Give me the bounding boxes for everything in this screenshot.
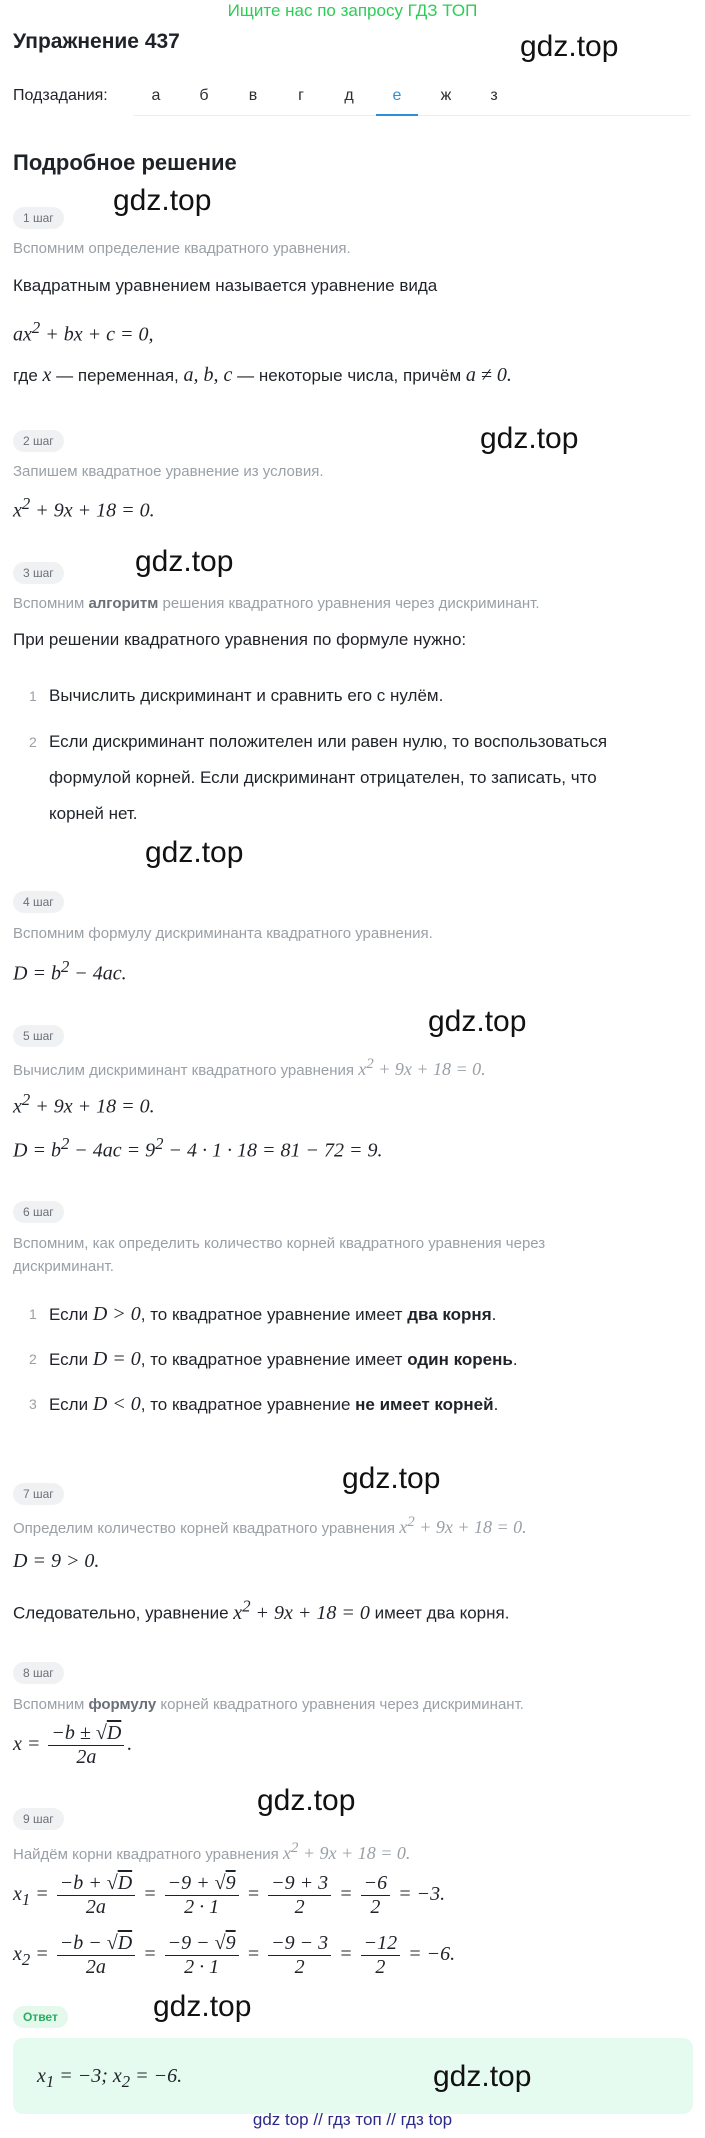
step-badge: 5 шаг — [13, 1025, 64, 1047]
watermark: gdz.top — [135, 545, 234, 578]
tab-b[interactable]: б — [199, 87, 209, 104]
step-hint: Вспомним, как определить количество корней квадратного уравнения через — [13, 1235, 546, 1252]
list-item: Если D < 0, то квадратное уравнение не имеет корней. — [49, 1393, 499, 1415]
list-item: Если дискриминант положителен или равен нулю, то воспользоваться — [49, 732, 608, 751]
watermark: gdz.top — [257, 1784, 356, 1817]
list-number: 1 — [29, 1306, 37, 1322]
promo-banner: Ищите нас по запросу ГДЗ ТОП — [227, 1, 478, 20]
subtasks-label: Подзадания: — [13, 87, 108, 104]
solution-title: Подробное решение — [13, 150, 237, 175]
footer-separator: // — [386, 2110, 396, 2129]
page-title: Упражнение 437 — [13, 30, 180, 53]
step-badge: 2 шаг — [13, 430, 64, 452]
formula-discriminant-calc: $D = b^2 - 4ac = 9^2 - 4 \cdot 1 \cdot 18 = 81 - 72 = 9$. — [13, 1134, 383, 1162]
list-item: Вычислить дискриминант и сравнить его с нулём. — [49, 686, 444, 705]
step-badge: 6 шаг — [13, 1201, 64, 1223]
tab-g[interactable]: г — [298, 87, 304, 104]
step-hint: Определим количество корней квадратного уравнения $x^2 + 9x + 18 = 0$. — [13, 1514, 527, 1537]
step-hint: дискриминант. — [13, 1258, 114, 1275]
list-number: 2 — [29, 1351, 37, 1367]
watermark: gdz.top — [113, 184, 212, 217]
answer-formula: $x_1 = -3$; $x_2 = -6$. — [37, 2065, 183, 2091]
step-text: При решении квадратного уравнения по формуле нужно: — [13, 630, 467, 649]
step-hint: Вспомним формулу корней квадратного уравнения через дискриминант. — [13, 1696, 524, 1713]
formula-equation: $x^2 + 9x + 18 = 0$. — [13, 494, 155, 522]
list-item: Если D > 0, то квадратное уравнение имеет два корня. — [49, 1303, 497, 1325]
step-badge: 4 шаг — [13, 891, 64, 913]
footer-separator: // — [313, 2110, 323, 2129]
list-item: корней нет. — [49, 804, 138, 823]
watermark: gdz.top — [428, 1005, 527, 1038]
formula-roots: x = $\frac{-b \pm √D}{2a}$ . — [13, 1722, 133, 1768]
active-tab-underline — [376, 114, 418, 116]
step-badge: 1 шаг — [13, 207, 64, 229]
tab-zh[interactable]: ж — [440, 87, 452, 104]
watermark: gdz.top — [145, 836, 244, 869]
tab-z[interactable]: з — [490, 87, 498, 104]
watermark: gdz.top — [342, 1462, 441, 1495]
list-item: формулой корней. Если дискриминант отрицателен, то записать, что — [49, 768, 597, 787]
formula-equation: $x^2 + 9x + 18 = 0$. — [13, 1090, 155, 1118]
step-badge: 8 шаг — [13, 1662, 64, 1684]
footer-links — [0, 2110, 705, 2130]
step-hint: Вычислим дискриминант квадратного уравнения $x^2 + 9x + 18 = 0$. — [13, 1056, 486, 1079]
list-number: 2 — [29, 734, 37, 750]
answer-badge: Ответ — [13, 2006, 68, 2028]
step-hint: Вспомним определение квадратного уравнения. — [13, 240, 351, 257]
step-text: где x — переменная, a, b, c — некоторые числа, причём a ≠ 0. — [13, 364, 512, 386]
step-badge: 3 шаг — [13, 562, 64, 584]
formula-general-quadratic: $ax^2$ + bx + c = 0, — [13, 318, 154, 346]
step-badge: 7 шаг — [13, 1483, 64, 1505]
step-text: Квадратным уравнением называется уравнение вида — [13, 276, 438, 295]
tab-d[interactable]: д — [344, 87, 354, 104]
formula-root-x2: $x_2$ = $\frac{-b - √D}{2a}$ = $\frac{-9 - √9}{2 \cdot 1}$ = $\frac{-9 - 3}{2}$ = $\frac{-12}{2}$ = −6. — [13, 1932, 456, 1978]
watermark: gdz.top — [153, 1990, 252, 2023]
tab-e[interactable]: е — [392, 87, 402, 104]
formula-root-x1: $x_1$ = $\frac{-b + √D}{2a}$ = $\frac{-9 + √9}{2 \cdot 1}$ = $\frac{-9 + 3}{2}$ = $\frac{-6}{2}$ = −3. — [13, 1872, 446, 1918]
list-number: 1 — [29, 688, 37, 704]
step-hint: Вспомним алгоритм решения квадратного уравнения через дискриминант. — [13, 595, 540, 612]
step-hint: Запишем квадратное уравнение из условия. — [13, 463, 324, 480]
footer-link[interactable]: гдз top — [400, 2110, 453, 2129]
step-hint: Найдём корни квадратного уравнения $x^2 + 9x + 18 = 0$. — [13, 1840, 411, 1863]
footer-link[interactable]: gdz top — [252, 2110, 309, 2129]
watermark: gdz.top — [480, 422, 579, 455]
step-text: Следовательно, уравнение $x^2 + 9x + 18 = 0$ имеет два корня. — [13, 1596, 510, 1624]
tab-a[interactable]: а — [151, 87, 161, 104]
step-hint: Вспомним формулу дискриминанта квадратного уравнения. — [13, 925, 433, 942]
formula-d-value: D = 9 > 0. — [13, 1550, 100, 1572]
watermark: gdz.top — [433, 2060, 532, 2093]
list-number: 3 — [29, 1396, 37, 1412]
formula-discriminant: $D = b^2 - 4ac$. — [13, 957, 127, 985]
tab-v[interactable]: в — [248, 87, 258, 104]
step-badge: 9 шаг — [13, 1808, 64, 1830]
footer-link[interactable]: гдз топ — [327, 2110, 382, 2129]
list-item: Если D = 0, то квадратное уравнение имеет один корень. — [49, 1348, 518, 1370]
watermark: gdz.top — [520, 30, 619, 63]
